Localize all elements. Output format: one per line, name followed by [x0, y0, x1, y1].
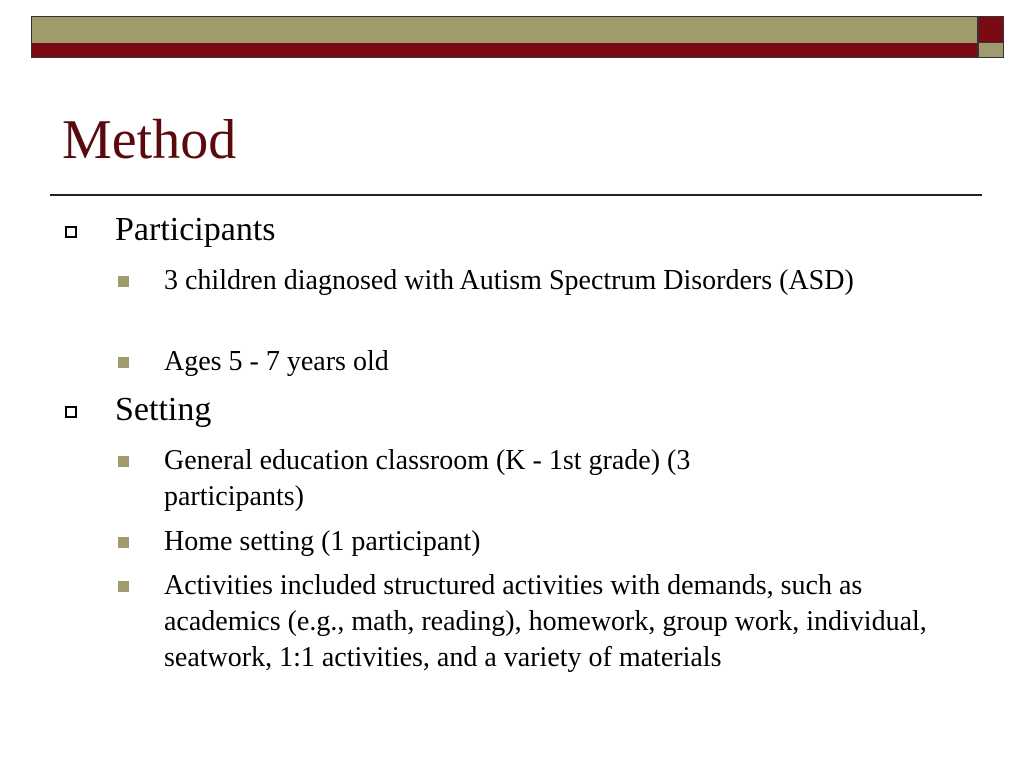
- section-heading-participants: Participants: [115, 211, 276, 248]
- header-decor-bar-maroon: [31, 43, 978, 58]
- header-decor-bar-olive: [31, 16, 978, 43]
- list-item: 3 children diagnosed with Autism Spectrum Disorders (ASD): [164, 265, 854, 296]
- hollow-square-icon: [65, 406, 77, 418]
- list-item: General education classroom (K - 1st grade) (3 participants): [164, 445, 691, 512]
- header-decor-square-maroon: [978, 16, 1004, 43]
- filled-square-icon: [118, 537, 129, 548]
- filled-square-icon: [118, 456, 129, 467]
- filled-square-icon: [118, 276, 129, 287]
- hollow-square-icon: [65, 226, 77, 238]
- title-divider: [50, 194, 982, 196]
- header-decor-square-olive: [978, 42, 1004, 58]
- list-item: Home setting (1 participant): [164, 526, 481, 557]
- section-heading-setting: Setting: [115, 391, 212, 428]
- list-item: Activities included structured activities with demands, such as academics (e.g., math, reading), homework, group work, individual, seatwork, 1:1 activities, and a variety of materials: [164, 570, 927, 673]
- list-item: Ages 5 - 7 years old: [164, 346, 389, 377]
- slide-title: Method: [62, 109, 237, 171]
- filled-square-icon: [118, 581, 129, 592]
- filled-square-icon: [118, 357, 129, 368]
